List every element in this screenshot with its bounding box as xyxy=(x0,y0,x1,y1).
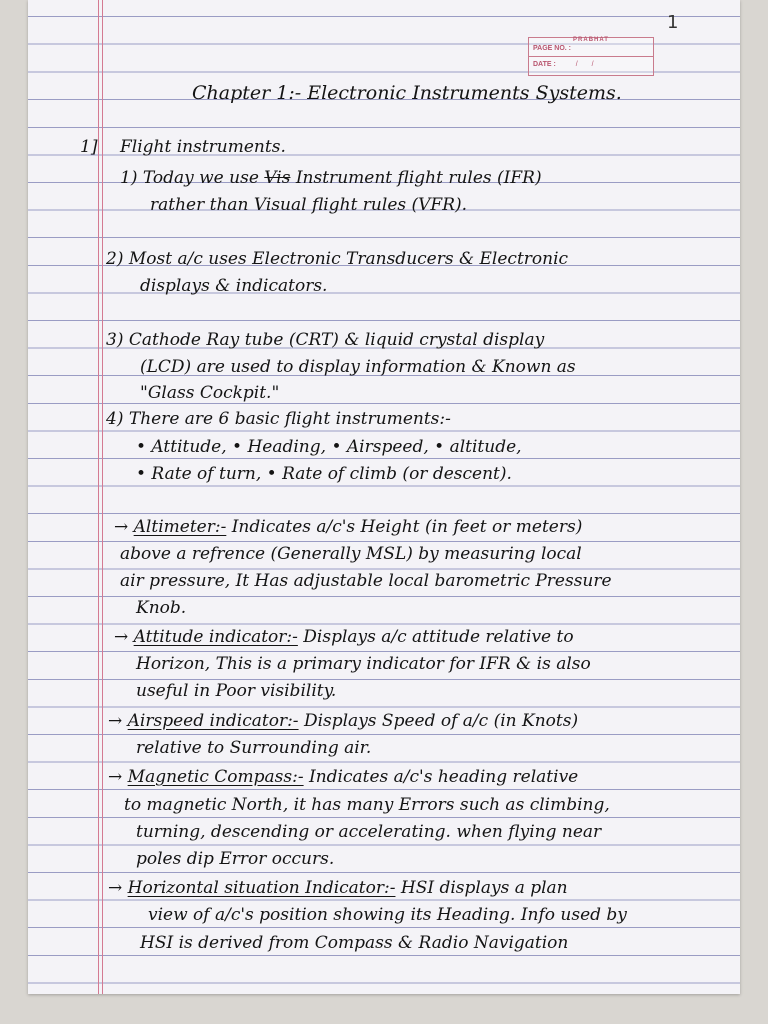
point-1-text-cont: Instrument flight rules (IFR) xyxy=(290,168,542,188)
compass-line-2: to magnetic North, it has many Errors such as climbing, xyxy=(124,795,610,815)
chapter-title: Chapter 1:- Electronic Instruments Systems. xyxy=(192,82,622,104)
arrow-icon: → xyxy=(114,517,129,537)
point-1-line-1 xyxy=(120,168,542,188)
compass-line-4: poles dip Error occurs. xyxy=(136,849,335,869)
airspeed-line-2: relative to Surrounding air. xyxy=(136,738,372,758)
arrow-icon: → xyxy=(114,627,129,647)
notebook-page xyxy=(28,0,740,994)
margin-line xyxy=(98,0,99,994)
point-4-line-2: • Attitude, • Heading, • Airspeed, • altitude, xyxy=(136,437,522,457)
attitude-line-3: useful in Poor visibility. xyxy=(136,681,337,701)
point-3-line-3: "Glass Cockpit." xyxy=(140,383,280,403)
altimeter-heading: Altimeter:- xyxy=(133,517,227,537)
compass-heading: Magnetic Compass:- xyxy=(127,767,304,787)
page-number: 1 xyxy=(667,12,679,33)
stamp-date-slashes: / / xyxy=(575,61,600,68)
point-3-line-2: (LCD) are used to display information & Known as xyxy=(140,357,576,377)
point-2-line-1: 2) Most a/c uses Electronic Transducers & Electronic xyxy=(106,249,569,269)
section-title: Flight instruments. xyxy=(120,137,286,157)
section-number: 1] xyxy=(80,137,98,157)
hsi-heading: Horizontal situation Indicator:- xyxy=(127,878,396,898)
margin-line xyxy=(102,0,103,994)
hsi-text: HSI displays a plan xyxy=(395,878,568,898)
point-1-line-2: rather than Visual flight rules (VFR). xyxy=(150,195,468,215)
compass-line-1 xyxy=(108,767,578,787)
struck-word: Vis xyxy=(264,168,291,188)
point-3-line-1: 3) Cathode Ray tube (CRT) & liquid crystal display xyxy=(106,330,545,350)
stamp-divider xyxy=(529,56,653,57)
point-4-line-1: 4) There are 6 basic flight instruments:- xyxy=(106,409,451,429)
airspeed-text: Displays Speed of a/c (in Knots) xyxy=(298,711,579,731)
altimeter-line-4: Knob. xyxy=(136,598,187,618)
altimeter-line-3: air pressure, It Has adjustable local barometric Pressure xyxy=(120,571,612,591)
hsi-line-2: view of a/c's position showing its Heading. Info used by xyxy=(148,905,627,925)
hsi-line-3: HSI is derived from Compass & Radio Navigation xyxy=(140,933,569,953)
stamp-brand: PRABHAT xyxy=(573,37,609,43)
arrow-icon: → xyxy=(108,878,123,898)
point-1-text: 1) Today we use xyxy=(120,168,265,188)
page-stamp xyxy=(528,37,654,76)
airspeed-line-1 xyxy=(108,711,578,731)
stamp-page-no: PAGE NO. : xyxy=(533,45,571,52)
hsi-line-1 xyxy=(108,878,568,898)
arrow-icon: → xyxy=(108,767,123,787)
airspeed-heading: Airspeed indicator:- xyxy=(127,711,299,731)
point-2-line-2: displays & indicators. xyxy=(140,276,328,296)
altimeter-line-1 xyxy=(114,517,582,537)
compass-line-3: turning, descending or accelerating. when flying near xyxy=(136,822,602,842)
attitude-text: Displays a/c attitude relative to xyxy=(297,627,574,647)
altimeter-line-2: above a refrence (Generally MSL) by measuring local xyxy=(120,544,582,564)
stamp-date-label: DATE : xyxy=(533,61,556,68)
altimeter-text: Indicates a/c's Height (in feet or meters) xyxy=(226,517,583,537)
attitude-line-1 xyxy=(114,627,574,647)
point-4-line-3: • Rate of turn, • Rate of climb (or descent). xyxy=(136,464,512,484)
attitude-heading: Attitude indicator:- xyxy=(133,627,298,647)
compass-text: Indicates a/c's heading relative xyxy=(303,767,579,787)
arrow-icon: → xyxy=(108,711,123,731)
attitude-line-2: Horizon, This is a primary indicator for IFR & is also xyxy=(136,654,591,674)
stamp-date xyxy=(533,61,649,68)
